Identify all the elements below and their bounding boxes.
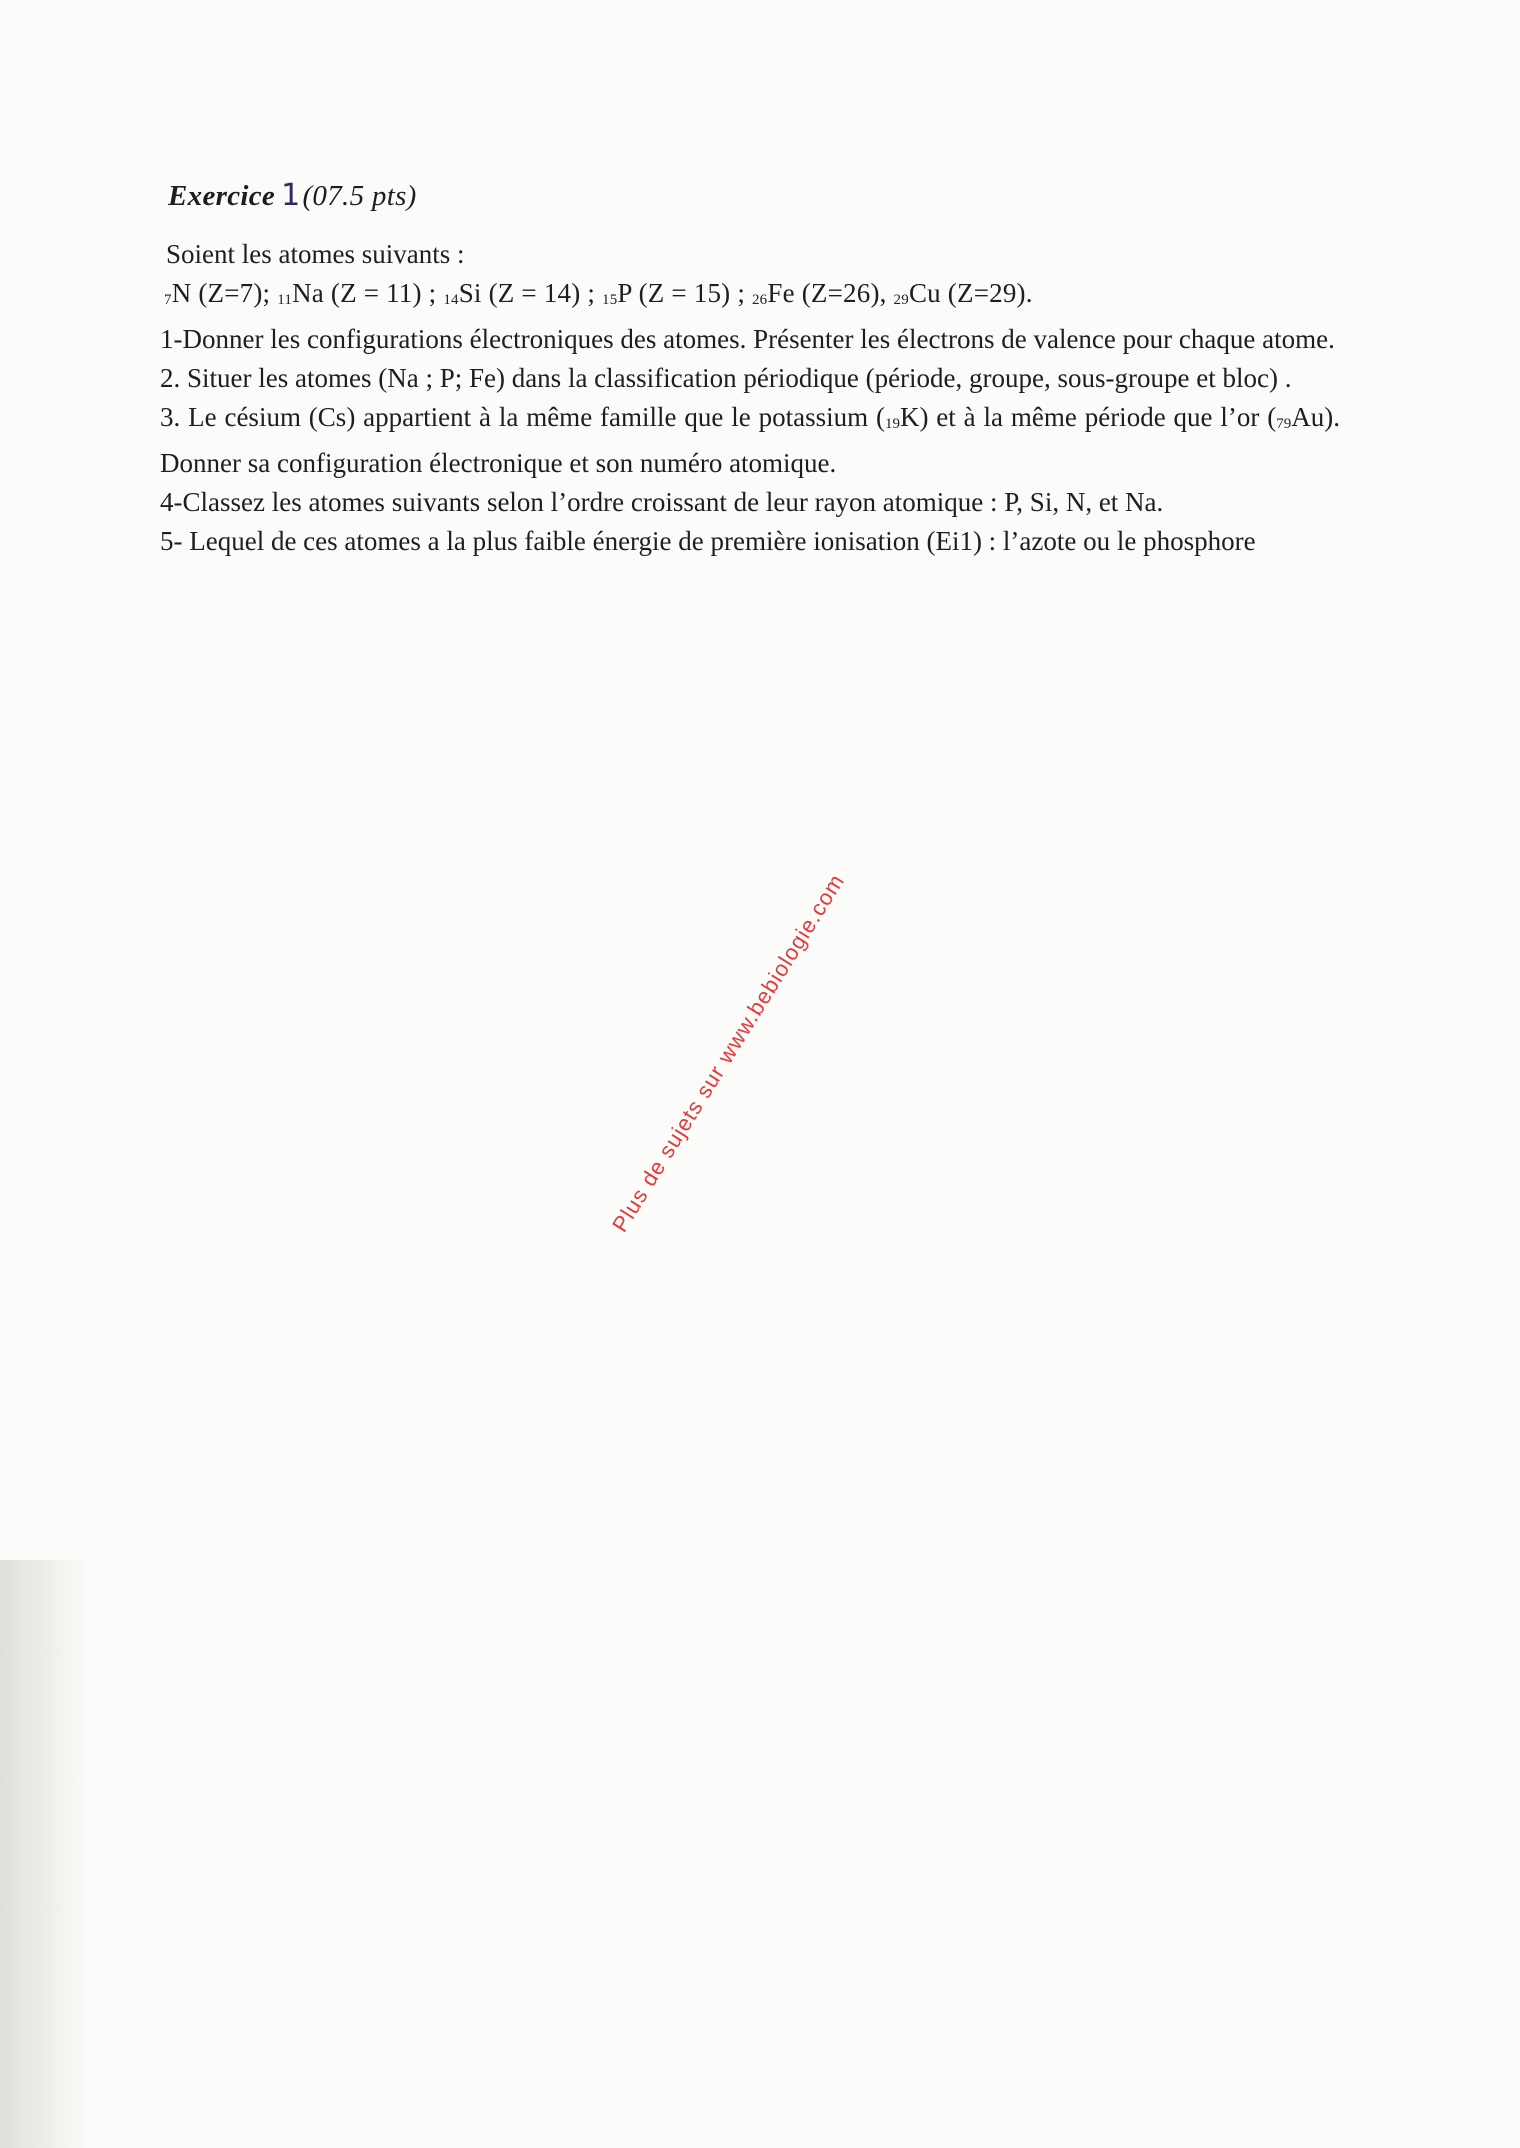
question-1: 1-Donner les configurations électroniques des atomes. Présenter les électrons de valence pour chaque atome.: [160, 324, 1335, 354]
question-2: 2. Situer les atomes (Na ; P; Fe) dans la classification périodique (période, groupe, sous-groupe et bloc) .: [160, 363, 1292, 393]
intro-text: Soient les atomes suivants :: [166, 239, 465, 269]
exercise-document: [160, 178, 1340, 561]
atom-item: $_{29}$Cu (Z=29).: [893, 278, 1033, 308]
atoms-list: [164, 274, 1340, 320]
question-4: 4-Classez les atomes suivants selon l’ordre croissant de leur rayon atomique : P, Si, N, et Na.: [160, 487, 1164, 517]
exercise-title: [168, 178, 1340, 213]
watermark-text: Plus de sujets sur www.bebiologie.com: [607, 869, 850, 1237]
exercise-title-label: Exercice: [168, 180, 276, 212]
page-shadow: [0, 1560, 90, 2148]
atom-item: $_7$N (Z=7);: [164, 278, 271, 308]
question-3: 3. Le césium (Cs) appartient à la même famille que le potassium $(_{19}K)$ et à la même période que l’or $(_{79}Au)$. Donner sa configuration électronique et son numéro atomique.: [160, 402, 1340, 478]
exercise-number: 1: [281, 178, 301, 213]
atom-item: $_{11}$Na (Z = 11) ;: [277, 278, 437, 308]
atom-item: $_{26}$Fe (Z=26),: [751, 278, 887, 308]
atom-item: $_{14}$Si (Z = 14) ;: [443, 278, 596, 308]
question-5: 5- Lequel de ces atomes a la plus faible énergie de première ionisation (Ei1) : l’azote ou le phosphore: [160, 526, 1256, 556]
atom-item: $_{15}$P (Z = 15) ;: [602, 278, 746, 308]
exercise-points: (07.5 pts): [302, 180, 417, 212]
